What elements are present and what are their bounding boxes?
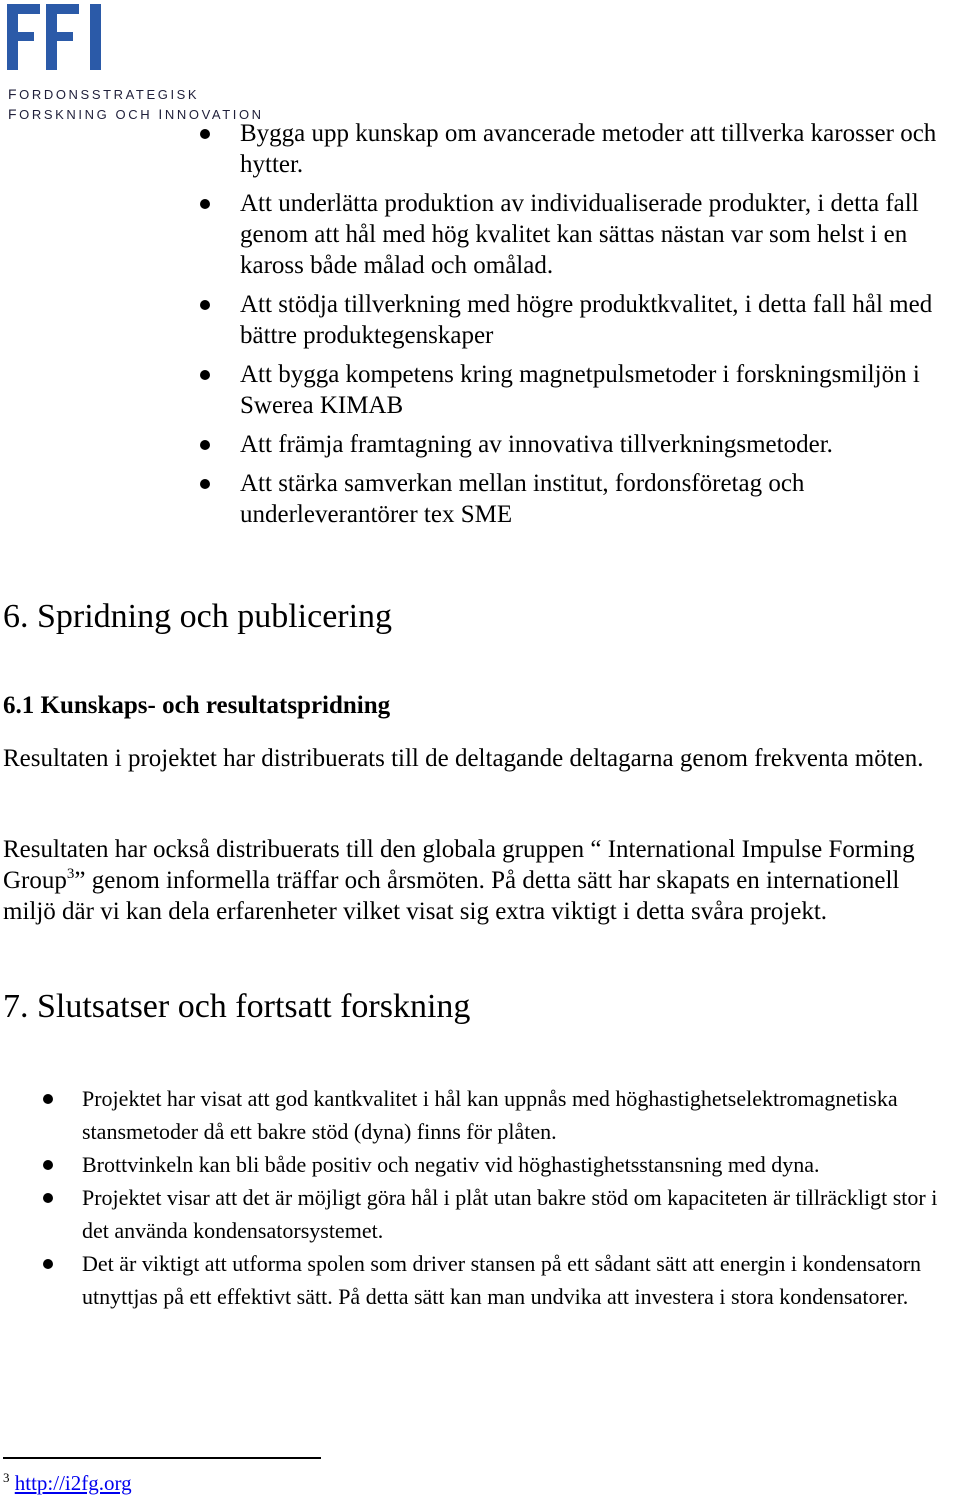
goal-text: Att underlätta produktion av individualiserade produkter, i detta fall genom att hål med hög kvalitet kan sättas nästan var som helst i en kaross både målad och omålad.	[240, 190, 919, 279]
goal-item	[0, 468, 960, 530]
bullet-icon	[43, 1193, 53, 1203]
conclusion-item	[0, 1082, 960, 1148]
bullet-icon	[200, 300, 210, 310]
section-6-heading: 6. Spridning och publicering	[3, 598, 393, 635]
ffi-logo	[6, 4, 264, 122]
conclusion-item	[0, 1148, 960, 1181]
conclusion-text: Projektet har visat att god kantkvalitet i hål kan uppnås med höghastighetselektromagnetiska stansmetoder då ett bakre stöd (dyna) finns för plåten.	[82, 1086, 898, 1144]
goals-list	[0, 118, 960, 538]
footnote-reference: 3	[66, 866, 75, 882]
logo-line-1: FORDONSSTRATEGISK	[8, 86, 200, 102]
goal-text: Att stärka samverkan mellan institut, fordonsföretag och underleverantörer tex SME	[240, 470, 805, 528]
conclusion-text: Det är viktigt att utforma spolen som driver stansen på ett sådant sätt att energin i kondensatorn utnyttjas på ett effektivt sätt. På detta sätt kan man undvika att investera i stora kondensatorer.	[82, 1251, 922, 1309]
goal-item	[0, 118, 960, 180]
goal-text: Att bygga kompetens kring magnetpulsmetoder i forskningsmiljön i Swerea KIMAB	[240, 361, 920, 419]
section-6-paragraph-2: Resultaten har också distribuerats till den globala gruppen “ International Impulse Forming Group$^3$” genom informella träffar och årsmöten. På detta sätt har skapats en internationell miljö där vi kan dela erfarenheter vilket visat sig extra viktigt i detta svåra projekt.	[3, 836, 915, 925]
footnote-link[interactable]: http://i2fg.org	[14, 1471, 132, 1495]
footnote-number: 3	[3, 1470, 10, 1485]
goal-item	[0, 429, 960, 460]
goal-item	[0, 289, 960, 351]
bullet-icon	[43, 1160, 53, 1170]
conclusion-text: Projektet visar att det är möjligt göra hål i plåt utan bakre stöd om kapaciteten är tillräckligt stor i det använda kondensatorsystemet.	[82, 1185, 938, 1243]
bullet-icon	[43, 1094, 53, 1104]
bullet-icon	[200, 479, 210, 489]
conclusions-list	[0, 1082, 960, 1313]
bullet-icon	[43, 1259, 53, 1269]
conclusion-text: Brottvinkeln kan bli både positiv och negativ vid höghastighetsstansning med dyna.	[82, 1152, 820, 1177]
section-6-paragraph-1: Resultaten i projektet har distribuerats till de deltagande deltagarna genom frekventa möten.	[3, 745, 924, 772]
logo-line-2: FORSKNING OCH INNOVATION	[8, 106, 264, 122]
section-6-1-heading: 6.1 Kunskaps- och resultatspridning	[3, 692, 391, 719]
goal-text: Att stödja tillverkning med högre produktkvalitet, i detta fall hål med bättre produktegenskaper	[240, 291, 933, 349]
bullet-icon	[200, 199, 210, 209]
conclusion-item	[0, 1247, 960, 1313]
footnote	[3, 1470, 132, 1496]
bullet-icon	[200, 440, 210, 450]
goal-item	[0, 188, 960, 281]
goal-text: Att främja framtagning av innovativa tillverkningsmetoder.	[240, 431, 833, 458]
conclusion-item	[0, 1181, 960, 1247]
goal-text: Bygga upp kunskap om avancerade metoder att tillverka karosser och hytter.	[240, 120, 937, 178]
bullet-icon	[200, 129, 210, 139]
goal-item	[0, 359, 960, 421]
section-7-heading: 7. Slutsatser och fortsatt forskning	[3, 988, 471, 1025]
ffi-logo-mark	[6, 4, 106, 74]
footnote-divider	[3, 1457, 321, 1459]
bullet-icon	[200, 370, 210, 380]
